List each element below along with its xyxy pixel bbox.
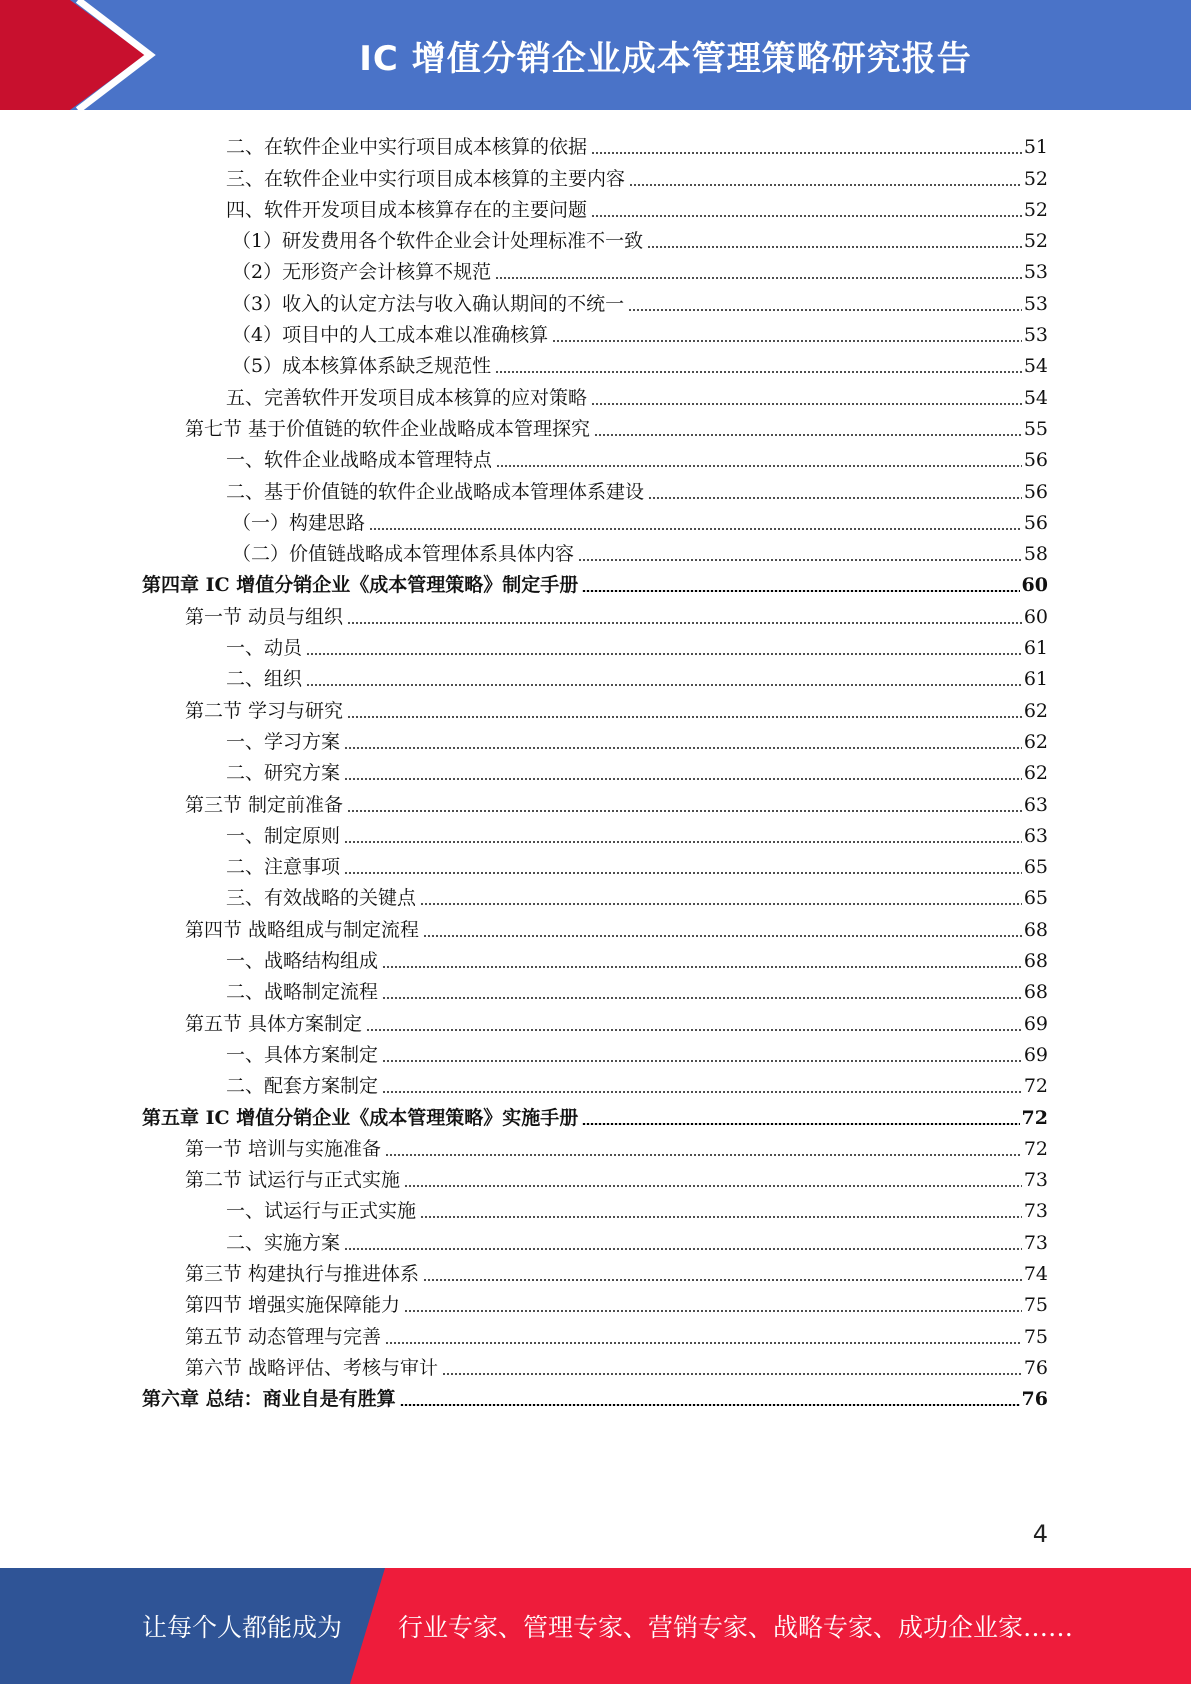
toc-dot-leader: [400, 1404, 1020, 1406]
toc-page-number: 56: [1023, 511, 1048, 534]
toc-page-number: 72: [1021, 1106, 1048, 1129]
toc-subsection-entry[interactable]: [142, 629, 1048, 660]
toc-page-number: 63: [1023, 793, 1048, 816]
toc-page-number: 51: [1023, 136, 1048, 159]
toc-subsection-entry[interactable]: [142, 535, 1048, 566]
toc-dot-leader: [385, 1154, 1022, 1156]
toc-page-number: 72: [1023, 1075, 1048, 1098]
toc-section-entry[interactable]: [142, 1161, 1048, 1192]
toc-page-number: 69: [1023, 1012, 1048, 1035]
toc-page-number: 68: [1023, 981, 1048, 1004]
toc-page-number: 61: [1023, 637, 1048, 660]
toc-dot-leader: [347, 622, 1022, 624]
toc-entry-title: 第六章 总结：商业自是有胜算: [142, 1388, 396, 1411]
toc-dot-leader: [582, 590, 1019, 592]
toc-entry-title: 二、组织: [226, 668, 303, 691]
toc-dot-leader: [344, 1248, 1022, 1250]
toc-page-number: 62: [1023, 730, 1048, 753]
page-footer-band: [0, 1568, 1191, 1684]
toc-dot-leader: [591, 403, 1022, 405]
toc-dot-leader: [423, 935, 1022, 937]
toc-page-number: 65: [1023, 856, 1048, 879]
toc-dot-leader: [382, 1091, 1022, 1093]
toc-entry-title: 一、制定原则: [226, 824, 341, 847]
toc-entry-title: （3）收入的认定方法与收入确认期间的不统一: [232, 292, 625, 315]
toc-entry-title: 第三节 构建执行与推进体系: [185, 1262, 420, 1285]
toc-section-entry[interactable]: [142, 1349, 1048, 1380]
toc-entry-title: 二、实施方案: [226, 1231, 341, 1254]
toc-entry-title: （2）无形资产会计核算不规范: [232, 261, 492, 284]
toc-section-entry[interactable]: [142, 597, 1048, 628]
toc-subsection-entry[interactable]: [142, 191, 1048, 222]
toc-entry-title: 第四节 增强实施保障能力: [185, 1294, 401, 1317]
toc-subsection-entry[interactable]: [142, 128, 1048, 159]
toc-entry-title: （二）价值链战略成本管理体系具体内容: [232, 543, 575, 566]
toc-dot-leader: [306, 684, 1022, 686]
toc-dot-leader: [591, 152, 1022, 154]
table-of-contents: [142, 128, 1048, 1411]
toc-subsection-entry[interactable]: [142, 848, 1048, 879]
toc-page-number: 76: [1023, 1356, 1048, 1379]
toc-dot-leader: [591, 215, 1022, 217]
toc-entry-title: （5）成本核算体系缺乏规范性: [232, 355, 492, 378]
toc-section-entry[interactable]: [142, 785, 1048, 816]
toc-entry-title: 二、研究方案: [226, 762, 341, 785]
toc-page-number: 55: [1023, 417, 1048, 440]
toc-dot-leader: [628, 309, 1022, 311]
toc-subsection-entry[interactable]: [142, 504, 1048, 535]
toc-page-number: 72: [1023, 1137, 1048, 1160]
footer-slogan-right: 行业专家、管理专家、营销专家、战略专家、成功企业家……: [398, 1613, 1074, 1642]
toc-subsection-entry[interactable]: [142, 723, 1048, 754]
toc-entry-title: 第一节 动员与组织: [185, 605, 344, 628]
toc-section-entry[interactable]: [142, 1317, 1048, 1348]
toc-subsection-entry[interactable]: [142, 1223, 1048, 1254]
toc-entry-title: 二、基于价值链的软件企业战略成本管理体系建设: [226, 480, 645, 503]
toc-entry-title: 第六节 战略评估、考核与审计: [185, 1356, 439, 1379]
toc-page-number: 52: [1023, 198, 1048, 221]
toc-entry-title: 一、软件企业战略成本管理特点: [226, 449, 493, 472]
toc-subsection-entry[interactable]: [142, 1192, 1048, 1223]
toc-page-number: 65: [1023, 887, 1048, 910]
toc-dot-leader: [629, 184, 1022, 186]
toc-page-number: 73: [1023, 1169, 1048, 1192]
toc-page-number: 62: [1023, 699, 1048, 722]
toc-subsection-entry[interactable]: [142, 222, 1048, 253]
toc-dot-leader: [496, 465, 1022, 467]
toc-entry-title: 二、配套方案制定: [226, 1075, 379, 1098]
toc-section-entry[interactable]: [142, 410, 1048, 441]
toc-subsection-entry[interactable]: [142, 1036, 1048, 1067]
toc-dot-leader: [552, 340, 1022, 342]
toc-entry-title: 一、战略结构组成: [226, 950, 379, 973]
toc-subsection-entry[interactable]: [142, 378, 1048, 409]
toc-dot-leader: [385, 1342, 1022, 1344]
toc-section-entry[interactable]: [142, 1004, 1048, 1035]
toc-dot-leader: [578, 559, 1022, 561]
toc-subsection-entry[interactable]: [142, 942, 1048, 973]
toc-subsection-entry[interactable]: [142, 316, 1048, 347]
toc-dot-leader: [442, 1373, 1022, 1375]
toc-page-number: 54: [1023, 355, 1048, 378]
toc-dot-leader: [382, 966, 1022, 968]
toc-dot-leader: [306, 653, 1022, 655]
toc-entry-title: 第二节 学习与研究: [185, 699, 344, 722]
toc-entry-title: 二、注意事项: [226, 856, 341, 879]
toc-section-entry[interactable]: [142, 1130, 1048, 1161]
toc-subsection-entry[interactable]: [142, 754, 1048, 785]
toc-entry-title: 一、学习方案: [226, 730, 341, 753]
toc-subsection-entry[interactable]: [142, 817, 1048, 848]
toc-dot-leader: [647, 246, 1022, 248]
toc-dot-leader: [423, 1279, 1022, 1281]
toc-subsection-entry[interactable]: [142, 284, 1048, 315]
toc-page-number: 60: [1023, 605, 1048, 628]
toc-dot-leader: [420, 1216, 1022, 1218]
toc-dot-leader: [495, 277, 1022, 279]
toc-dot-leader: [582, 1123, 1019, 1125]
footer-slogan-left: 让每个人都能成为: [142, 1613, 343, 1642]
toc-dot-leader: [594, 434, 1022, 436]
toc-page-number: 56: [1023, 480, 1048, 503]
toc-entry-title: 第五节 具体方案制定: [185, 1012, 363, 1035]
toc-entry-title: 第七节 基于价值链的软件企业战略成本管理探究: [185, 417, 591, 440]
toc-entry-title: 第四章 IC 增值分销企业《成本管理策略》制定手册: [142, 574, 579, 597]
toc-entry-title: 四、软件开发项目成本核算存在的主要问题: [226, 198, 588, 221]
toc-dot-leader: [347, 716, 1022, 718]
toc-page-number: 56: [1023, 449, 1048, 472]
toc-page-number: 74: [1023, 1262, 1048, 1285]
toc-page-number: 62: [1023, 762, 1048, 785]
toc-dot-leader: [420, 903, 1022, 905]
toc-dot-leader: [382, 997, 1022, 999]
toc-entry-title: （1）研发费用各个软件企业会计处理标准不一致: [232, 230, 644, 253]
toc-dot-leader: [344, 747, 1022, 749]
toc-subsection-entry[interactable]: [142, 159, 1048, 190]
toc-page-number: 54: [1023, 386, 1048, 409]
header-arrow-decoration: [0, 0, 160, 110]
toc-entry-title: 一、试运行与正式实施: [226, 1200, 417, 1223]
toc-dot-leader: [366, 1029, 1022, 1031]
toc-page-number: 75: [1023, 1325, 1048, 1348]
toc-page-number: 60: [1021, 574, 1048, 597]
toc-dot-leader: [648, 497, 1022, 499]
toc-dot-leader: [347, 810, 1022, 812]
toc-page-number: 76: [1021, 1388, 1048, 1411]
toc-subsection-entry[interactable]: [142, 879, 1048, 910]
toc-subsection-entry[interactable]: [142, 441, 1048, 472]
toc-chapter-entry[interactable]: [142, 1098, 1048, 1129]
toc-subsection-entry[interactable]: [142, 1067, 1048, 1098]
toc-dot-leader: [404, 1310, 1022, 1312]
page-number: 4: [1032, 1520, 1048, 1548]
toc-page-number: 58: [1023, 543, 1048, 566]
toc-entry-title: 三、在软件企业中实行项目成本核算的主要内容: [226, 167, 626, 190]
toc-entry-title: 第五节 动态管理与完善: [185, 1325, 382, 1348]
toc-subsection-entry[interactable]: [142, 253, 1048, 284]
toc-page-number: 75: [1023, 1294, 1048, 1317]
toc-entry-title: 二、在软件企业中实行项目成本核算的依据: [226, 136, 588, 159]
toc-entry-title: 二、战略制定流程: [226, 981, 379, 1004]
toc-entry-title: 第四节 战略组成与制定流程: [185, 918, 420, 941]
toc-entry-title: 一、具体方案制定: [226, 1043, 379, 1066]
toc-chapter-entry[interactable]: [142, 566, 1048, 597]
toc-chapter-entry[interactable]: [142, 1380, 1048, 1411]
toc-section-entry[interactable]: [142, 691, 1048, 722]
report-title: IC 增值分销企业成本管理策略研究报告: [359, 38, 972, 79]
toc-page-number: 53: [1023, 292, 1048, 315]
toc-subsection-entry[interactable]: [142, 660, 1048, 691]
toc-page-number: 68: [1023, 950, 1048, 973]
toc-page-number: 63: [1023, 824, 1048, 847]
toc-page-number: 68: [1023, 918, 1048, 941]
toc-page-number: 73: [1023, 1200, 1048, 1223]
toc-page-number: 52: [1023, 230, 1048, 253]
toc-dot-leader: [344, 778, 1022, 780]
toc-dot-leader: [344, 872, 1022, 874]
toc-dot-leader: [344, 841, 1022, 843]
toc-entry-title: 五、完善软件开发项目成本核算的应对策略: [226, 386, 588, 409]
toc-entry-title: 一、动员: [226, 637, 303, 660]
toc-entry-title: （4）项目中的人工成本难以准确核算: [232, 324, 549, 347]
toc-entry-title: （一）构建思路: [232, 511, 366, 534]
toc-page-number: 69: [1023, 1043, 1048, 1066]
toc-page-number: 53: [1023, 261, 1048, 284]
toc-entry-title: 第三节 制定前准备: [185, 793, 344, 816]
toc-entry-title: 第二节 试运行与正式实施: [185, 1169, 401, 1192]
toc-page-number: 53: [1023, 324, 1048, 347]
toc-dot-leader: [382, 1060, 1022, 1062]
toc-dot-leader: [495, 371, 1022, 373]
page-header-band: [0, 0, 1191, 110]
toc-entry-title: 第一节 培训与实施准备: [185, 1137, 382, 1160]
toc-subsection-entry[interactable]: [142, 472, 1048, 503]
toc-dot-leader: [369, 528, 1022, 530]
toc-page-number: 73: [1023, 1231, 1048, 1254]
toc-section-entry[interactable]: [142, 1255, 1048, 1286]
toc-subsection-entry[interactable]: [142, 347, 1048, 378]
toc-page-number: 61: [1023, 668, 1048, 691]
toc-entry-title: 第五章 IC 增值分销企业《成本管理策略》实施手册: [142, 1106, 579, 1129]
toc-subsection-entry[interactable]: [142, 973, 1048, 1004]
toc-section-entry[interactable]: [142, 910, 1048, 941]
toc-section-entry[interactable]: [142, 1286, 1048, 1317]
toc-dot-leader: [404, 1185, 1022, 1187]
toc-page-number: 52: [1023, 167, 1048, 190]
toc-entry-title: 三、有效战略的关键点: [226, 887, 417, 910]
